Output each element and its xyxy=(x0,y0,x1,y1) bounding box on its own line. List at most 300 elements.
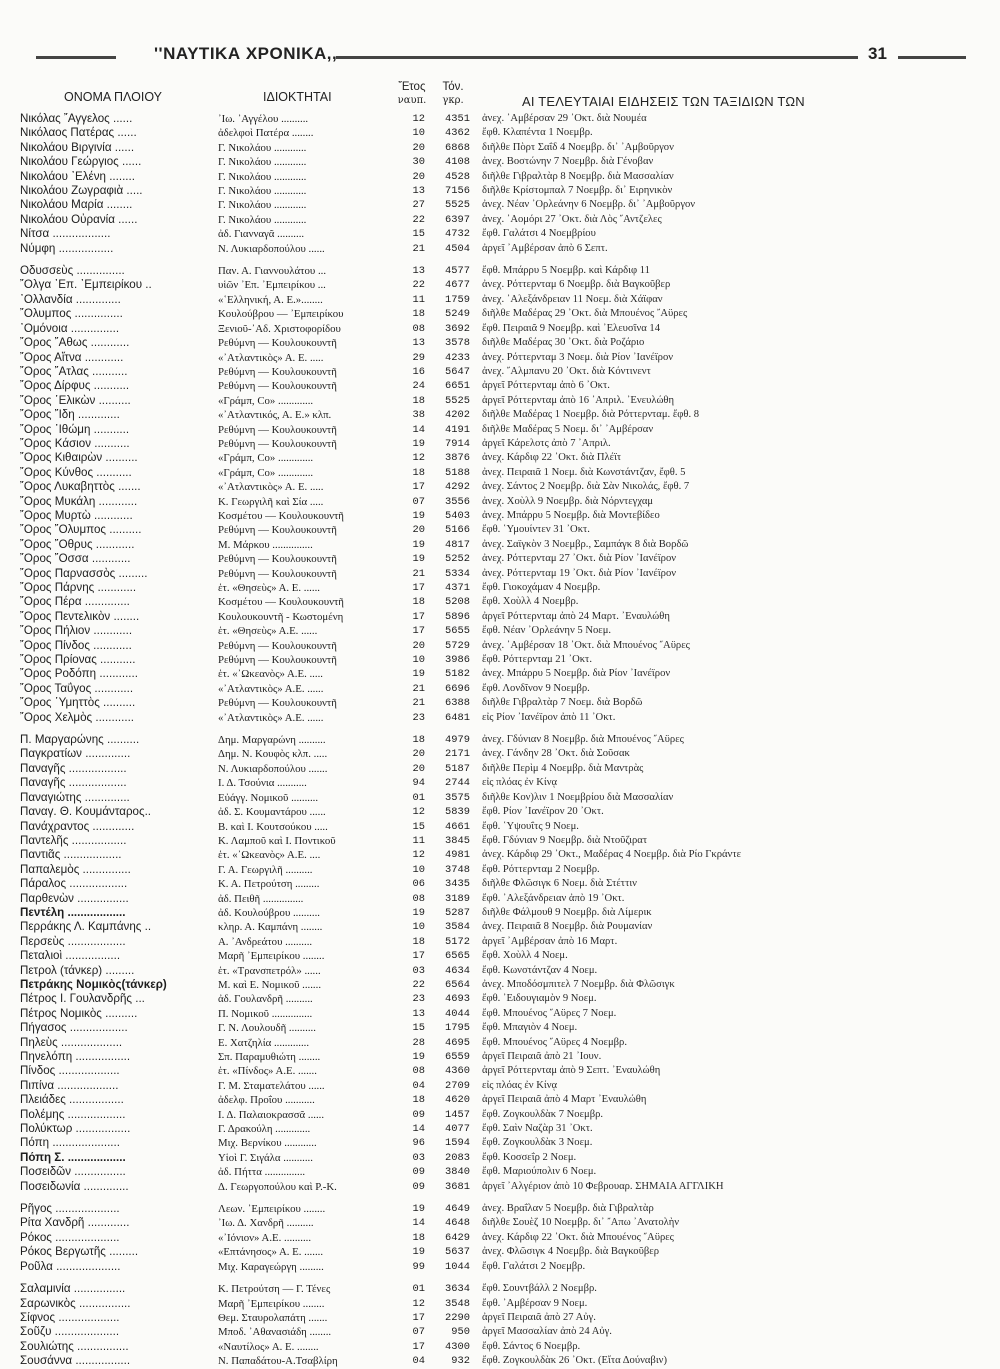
ship-name: Παντελῆς ................. xyxy=(20,833,127,847)
page-number: 31 xyxy=(868,44,887,63)
gross-tonnage: 3986 xyxy=(445,654,470,667)
build-year: 18 xyxy=(412,394,425,407)
build-year: 10 xyxy=(412,921,425,934)
ship-name: ῎Ορος Κύνθος ........... xyxy=(20,465,132,479)
ship-name: Ρίτα Χανδρῆ ............. xyxy=(20,1216,130,1230)
ship-owner: Γ. Νικολάου ............ xyxy=(218,170,307,183)
ship-name: Πηλεὺς ................... xyxy=(20,1035,123,1049)
ship-row xyxy=(0,747,1000,761)
ship-row xyxy=(0,1151,1000,1165)
column-header-tonnage xyxy=(434,80,472,108)
latest-voyage-news: ἔφθ. Ρίον ᾽Ιανέϊρον 20 ᾽Οκτ. xyxy=(482,806,604,818)
latest-voyage-news: διῆλθε Μαδέρας 1 Νοεμβρ. διὰ Ρόττερνταμ. ἔφθ. 8 xyxy=(482,409,700,421)
ship-name: Περσεὺς .................. xyxy=(20,934,126,948)
latest-voyage-news: διῆλθε Πὸρτ Σαΐδ 4 Νοεμβρ. δι᾽ ᾽Αμβοῦργον xyxy=(482,141,674,153)
ship-name: Παπαλεμὸς ............... xyxy=(20,862,131,876)
ship-name: ῎Ορος Ροδόπη ............ xyxy=(20,667,138,681)
ship-row xyxy=(0,696,1000,710)
build-year: 10 xyxy=(412,127,425,140)
ship-owner: Γ. Δρακούλη ............. xyxy=(218,1123,311,1136)
latest-voyage-news: ἔφθ. Κλαπέντα 1 Νοεμβρ. xyxy=(482,127,593,139)
ship-row xyxy=(0,242,1000,256)
latest-voyage-news: ἀνεχ. Βραΐλαν 5 Νοεμβρ. διὰ Γιβραλτὰρ xyxy=(482,1203,654,1215)
latest-voyage-news: διῆλθε Γιβραλτὰρ 7 Νοεμ. διὰ Βορδῶ xyxy=(482,697,643,709)
ship-name: Νικολάου Γεώργιος ...... xyxy=(20,155,142,169)
ship-owner: ἑτ. «Πίνδος» Α.Ε. ....... xyxy=(218,1065,317,1078)
gross-tonnage: 5166 xyxy=(445,524,470,537)
build-year: 17 xyxy=(412,950,425,963)
ship-row xyxy=(0,1282,1000,1296)
ship-owner: Ν. Λυκιαρδοπούλου ....... xyxy=(218,762,328,775)
ship-owner: Γ. Ν. Λουλουδῆ .......... xyxy=(218,1022,316,1035)
build-year: 09 xyxy=(412,1166,425,1179)
ship-row xyxy=(0,509,1000,523)
ship-row xyxy=(0,1050,1000,1064)
latest-voyage-news: ἔφθ. Σουντβάλλ 2 Νοεμβρ. xyxy=(482,1283,597,1295)
latest-voyage-news: διῆλθε Περὶμ 4 Νοεμβρ. διὰ Μαντρὰς xyxy=(482,762,644,774)
build-year: 24 xyxy=(412,380,425,393)
ship-name: Πόπη Σ. .................. xyxy=(20,1150,126,1164)
ship-name: Νικολάου Μαρία ........ xyxy=(20,198,133,212)
ship-name: Περράκης Λ. Καμπάνης .. xyxy=(20,920,152,934)
ship-name: Ρόκος .................... xyxy=(20,1230,120,1244)
ship-name: Πλειάδες ................. xyxy=(20,1093,124,1107)
gross-tonnage: 5187 xyxy=(445,762,470,775)
ship-name: ῎Ορος ῾Ελικὼν .......... xyxy=(20,393,131,407)
ship-owner: Ι. Δ. Παλαιοκρασσᾶ ...... xyxy=(218,1108,325,1121)
build-year: 12 xyxy=(412,113,425,125)
build-year: 99 xyxy=(412,1260,425,1273)
column-header-last-news: ΑΙ ΤΕΛΕΥΤΑΙΑΙ ΕΙΔΗΣΕΙΣ ΤΩΝ ΤΑΞΙΔΙΩΝ ΤΩΝ xyxy=(522,94,805,109)
ship-owner: «᾽Ατλαντικὸς» Α. Ε. ..... xyxy=(218,481,324,494)
gross-tonnage: 5252 xyxy=(445,553,470,566)
build-year: 13 xyxy=(412,1007,425,1020)
build-year: 17 xyxy=(412,1340,425,1353)
gross-tonnage: 3876 xyxy=(445,452,470,465)
latest-voyage-news: ἔφθ. Μπουένος ῎Αϋρες 4 Νοεμβρ. xyxy=(482,1036,627,1048)
ship-name: Πάραλος .................. xyxy=(20,877,128,891)
ship-owner: Σπ. Παραμυθιώτη ........ xyxy=(218,1051,321,1063)
group-separator xyxy=(0,725,1000,733)
ship-row xyxy=(0,1325,1000,1339)
latest-voyage-news: ἔφθ. Μπάρρυ 5 Νοεμβρ. καὶ Κάρδιφ 11 xyxy=(482,265,650,277)
build-year: 10 xyxy=(412,863,425,876)
ship-name: ῎Ολυμπος ............... xyxy=(20,307,123,321)
gross-tonnage: 7156 xyxy=(445,185,470,198)
latest-voyage-news: ἀνεχ. Γάνδην 28 ᾽Οκτ. διὰ Σοῦσακ xyxy=(482,748,630,760)
ship-name: Σουσάννα ................. xyxy=(20,1354,131,1368)
ship-owner: Δημ. Ν. Κουφὸς κλπ. ..... xyxy=(218,748,328,761)
gross-tonnage: 5647 xyxy=(445,365,470,378)
build-year: 15 xyxy=(412,1022,425,1035)
build-year: 30 xyxy=(412,156,425,169)
ship-name: Παναγῆς .................. xyxy=(20,761,127,775)
latest-voyage-news: ἔφθ. Μπουένος ῎Αϋρες 7 Νοεμ. xyxy=(482,1007,617,1019)
ship-name: Νικόλας ῎Αγγελος ...... xyxy=(20,112,133,125)
ship-row xyxy=(0,1064,1000,1078)
gross-tonnage: 5525 xyxy=(445,394,470,407)
gross-tonnage: 5896 xyxy=(445,610,470,623)
ship-row xyxy=(0,581,1000,595)
build-year: 19 xyxy=(412,437,425,450)
ship-row xyxy=(0,538,1000,552)
gross-tonnage: 5334 xyxy=(445,567,470,580)
gross-tonnage: 4371 xyxy=(445,582,470,594)
ship-row xyxy=(0,978,1000,992)
ship-owner: υἱῶν ᾽Επ. ᾽Εμπειρίκου ... xyxy=(218,279,326,292)
latest-voyage-news: ἀργεῖ Μασσαλίαν ἀπὸ 24 Αὐγ. xyxy=(482,1326,612,1338)
gross-tonnage: 6564 xyxy=(445,978,470,991)
ship-row xyxy=(0,170,1000,184)
ship-owner: Μαρῆ ᾽Εμπειρίκου ........ xyxy=(218,950,325,963)
ship-row xyxy=(0,184,1000,198)
build-year: 16 xyxy=(412,365,425,378)
latest-voyage-news: ἀνεχ. Ρόττερνταμ 3 Νοεμ. διὰ Ρίον ᾽Ιανέϊρον xyxy=(482,351,674,363)
ship-owner: Γ. Α. Γεωργιλῆ .......... xyxy=(218,863,313,876)
ship-name: Νίτσα .................. xyxy=(20,227,111,241)
build-year: 27 xyxy=(412,199,425,212)
ship-name: ῎Ορος ῾Υμηττὸς .......... xyxy=(20,696,136,710)
ship-owner: ἑτ. «Θησεὺς» Α.Ε. ...... xyxy=(218,625,318,638)
build-year: 17 xyxy=(412,582,425,594)
gross-tonnage: 4351 xyxy=(445,113,470,125)
ship-row xyxy=(0,394,1000,408)
build-year: 15 xyxy=(412,228,425,241)
build-year: 21 xyxy=(412,697,425,710)
ship-row xyxy=(0,141,1000,155)
ship-owner: Ρεθύμνη — Κουλουκουντῆ xyxy=(218,524,337,537)
build-year: 17 xyxy=(412,1311,425,1324)
header-rule-middle xyxy=(336,56,858,59)
gross-tonnage: 6868 xyxy=(445,141,470,154)
gross-tonnage: 5249 xyxy=(445,308,470,321)
latest-voyage-news: ἔφθ. Χοὺλλ 4 Νοεμ. xyxy=(482,950,568,962)
ship-owner: «᾽Ατλαντικός, Α. Ε.» κλπ. xyxy=(218,409,332,422)
ship-row xyxy=(0,1108,1000,1122)
latest-voyage-news: εἰς Ρίον ᾽Ιανέϊρον ἀπὸ 11 ᾽Οκτ. xyxy=(482,711,616,723)
latest-voyage-news: ἀνεχ. Σάντος 2 Νοεμβρ. διὰ Σὰν Νικολάς, ἔφθ. 7 xyxy=(482,481,690,493)
build-year: 10 xyxy=(412,654,425,667)
ship-row xyxy=(0,264,1000,278)
ship-row xyxy=(0,1007,1000,1021)
build-year: 19 xyxy=(412,906,425,919)
gross-tonnage: 5287 xyxy=(445,906,470,919)
latest-voyage-news: ἔφθ. Γαλάτσι 2 Νοεμβρ. xyxy=(482,1260,586,1272)
gross-tonnage: 1594 xyxy=(445,1137,470,1150)
ship-row xyxy=(0,776,1000,790)
ship-row xyxy=(0,1021,1000,1035)
gross-tonnage: 4979 xyxy=(445,734,470,747)
ship-owner: Κ. Α. Πετρούτση ......... xyxy=(218,878,320,891)
latest-voyage-news: ἀργεῖ Πειραιᾶ ἀπὸ 21 ᾽Ιουν. xyxy=(482,1051,602,1062)
ship-row xyxy=(0,1354,1000,1368)
ship-row xyxy=(0,1093,1000,1107)
gross-tonnage: 1457 xyxy=(445,1108,470,1121)
ship-owner: Ρεθύμνη — Κουλουκουντῆ xyxy=(218,553,337,566)
ship-row xyxy=(0,112,1000,126)
ship-owner: Π. Νομικοῦ ............... xyxy=(218,1007,313,1020)
gross-tonnage: 7914 xyxy=(445,437,470,450)
gross-tonnage: 4693 xyxy=(445,993,470,1006)
latest-voyage-news: ἔφθ. ῾Υψουΐτς 9 Νοεμ. xyxy=(482,820,579,832)
gross-tonnage: 4108 xyxy=(445,156,470,169)
build-year: 14 xyxy=(412,1123,425,1136)
gross-tonnage: 5729 xyxy=(445,639,470,652)
ship-row xyxy=(0,653,1000,667)
gross-tonnage: 3548 xyxy=(445,1297,470,1310)
build-year: 07 xyxy=(412,495,425,508)
latest-voyage-news: ἀργεῖ Πειραιᾶ ἀπὸ 27 Αὐγ. xyxy=(482,1311,596,1323)
year-header-bottom: ναυπ. xyxy=(397,95,427,106)
ship-owner: Β. καὶ Ι. Κουτσούκου ..... xyxy=(218,820,328,833)
ship-owner: ἀδ. Σ. Κουμαντάρου ...... xyxy=(218,806,326,819)
latest-voyage-news: ἔφθ. Χοὺλλ 4 Νοεμβρ. xyxy=(482,596,579,608)
ship-row xyxy=(0,1036,1000,1050)
ship-owner: ᾽Ιω. Δ. Χανδρῆ .......... xyxy=(218,1217,314,1230)
ship-row xyxy=(0,1311,1000,1325)
latest-voyage-news: ἔφθ. Γδύνιαν 9 Νοεμβρ. διὰ Ντοῦζιρατ xyxy=(482,834,648,846)
ship-name: Πιπίνα ................... xyxy=(20,1078,119,1092)
ship-owner: Ρεθύμνη — Κουλουκουντῆ xyxy=(218,567,337,580)
ship-row xyxy=(0,227,1000,241)
ship-row xyxy=(0,1079,1000,1093)
ship-row xyxy=(0,567,1000,581)
latest-voyage-news: ἀνεχ. Κάρδιφ 29 ᾽Οκτ., Μαδέρας 4 Νοεμβρ. διὰ Ρίο Γκράντε xyxy=(482,849,742,861)
ship-name: Πανάχραντος ............. xyxy=(20,819,135,833)
ship-row xyxy=(0,1260,1000,1274)
latest-voyage-news: ἔφθ. Ρόττερνταμ 21 ᾽Οκτ. xyxy=(482,654,592,666)
gross-tonnage: 6429 xyxy=(445,1231,470,1244)
ship-name: ῎Ορος ῎Οθρυς ............ xyxy=(20,537,135,551)
latest-voyage-news: ἀργεῖ ᾽Αμβέρσαν ἀπὸ 16 Μαρτ. xyxy=(482,935,618,947)
ship-name: Πέτρος Νομικὸς .......... xyxy=(20,1006,138,1020)
build-year: 19 xyxy=(412,1051,425,1063)
build-year: 03 xyxy=(412,1151,425,1164)
ship-name: ῎Ορος Πρίονας ........... xyxy=(20,653,136,667)
latest-voyage-news: διῆλθε Φάλμουθ 9 Νοεμβρ. διὰ Λίμερικ xyxy=(482,906,652,918)
gross-tonnage: 1044 xyxy=(445,1260,470,1273)
gross-tonnage: 5172 xyxy=(445,935,470,948)
ship-owner: «᾽Ατλαντικὸς» Α.Ε. ...... xyxy=(218,682,324,695)
latest-voyage-news: ἀνεχ. ᾽Αμβέρσαν 29 ᾽Οκτ. διὰ Νουμέα xyxy=(482,113,647,124)
ship-row xyxy=(0,711,1000,725)
build-year: 38 xyxy=(412,409,425,422)
column-header-year xyxy=(395,80,429,108)
ship-row xyxy=(0,1122,1000,1136)
ship-name: Νικολάου Οὐρανία ...... xyxy=(20,212,138,226)
group-separator xyxy=(0,1194,1000,1202)
ship-name: Πετράκης Νομικὸς(τάνκερ) xyxy=(20,977,167,991)
ship-row xyxy=(0,920,1000,934)
latest-voyage-news: ἔφθ. Ρόττερνταμ 2 Νοεμβρ. xyxy=(482,863,600,875)
ship-row xyxy=(0,1297,1000,1311)
ship-row xyxy=(0,992,1000,1006)
ship-name: Πόπη ..................... xyxy=(20,1136,120,1150)
gross-tonnage: 3575 xyxy=(445,791,470,804)
gross-tonnage: 932 xyxy=(451,1355,470,1368)
ship-row xyxy=(0,848,1000,862)
ship-name: Σοῦζυ .................... xyxy=(20,1325,120,1339)
ship-name: Νικολάου Ζωγραφιὰ ..... xyxy=(20,184,143,198)
build-year: 13 xyxy=(412,185,425,198)
ship-name: Ρόκος Βεργωτῆς ......... xyxy=(20,1245,139,1259)
ship-row xyxy=(0,834,1000,848)
ship-name: Παναγ. Θ. Κουμάνταρος.. xyxy=(20,805,152,819)
ship-owner: «᾽Ατλαντικὸς» Α. Ε. ..... xyxy=(218,351,324,364)
latest-voyage-news: ἀνεχ. Κάρδιφ 22 ᾽Οκτ. διὰ Μπουένος ῎Αϋρες xyxy=(482,1231,674,1243)
build-year: 12 xyxy=(412,452,425,465)
gross-tonnage: 5182 xyxy=(445,668,470,681)
ship-name: ῎Ορος ῎Οσσα ............ xyxy=(20,552,131,566)
build-year: 21 xyxy=(412,682,425,695)
gross-tonnage: 6559 xyxy=(445,1051,470,1063)
ship-owner: ἀδ. Γουλανδρῆ .......... xyxy=(218,993,313,1006)
ship-owner: Θεμ. Σταυρολαπάτη ....... xyxy=(218,1311,328,1324)
gross-tonnage: 4577 xyxy=(445,265,470,278)
ton-header-top: Τόν. xyxy=(442,81,464,93)
build-year: 12 xyxy=(412,1297,425,1310)
latest-voyage-news: ἔφθ. Μπαγιὸν 4 Νοεμ. xyxy=(482,1022,578,1034)
latest-voyage-news: ἔφθ. Ζογκουλδὰκ 26 ᾽Οκτ. (Εἴτα Δούναβιν) xyxy=(482,1355,667,1367)
build-year: 18 xyxy=(412,466,425,479)
latest-voyage-news: ἀνεχ. Σαϊγκὸν 3 Νοεμβρ., Σαμπάγκ 8 διὰ Βορδῶ xyxy=(482,538,689,550)
ship-name: Πεταλιοὶ ................. xyxy=(20,949,121,963)
ship-name: ῎Ορος Αἴτνα ............ xyxy=(20,350,124,364)
ship-owner: ἀδ. Γιανναγᾶ .......... xyxy=(218,228,305,241)
ship-owner: Γ. Νικολάου ............ xyxy=(218,156,307,169)
ship-name: ῎Ορος Ταΰγος ............ xyxy=(20,681,134,695)
gross-tonnage: 2290 xyxy=(445,1311,470,1324)
gross-tonnage: 1795 xyxy=(445,1022,470,1035)
ship-name: Παναγιώτης .............. xyxy=(20,790,130,804)
ship-name: Π. Μαργαρώνης .......... xyxy=(20,733,140,747)
column-header-ship-name: ΟΝΟΜΑ ΠΛΟΙΟΥ xyxy=(64,90,162,104)
ship-name: ῎Ορος Παρνασσὸς ......... xyxy=(20,566,148,580)
ship-owner: «Γράμπ, Co» ............. xyxy=(218,452,314,465)
gross-tonnage: 4648 xyxy=(445,1217,470,1230)
gross-tonnage: 5525 xyxy=(445,199,470,212)
ship-owner: Γ. Νικολάου ............ xyxy=(218,199,307,212)
latest-voyage-news: ἔφθ. ᾽Αμβέρσαν 9 Νοεμ. xyxy=(482,1297,588,1309)
ship-row xyxy=(0,198,1000,212)
ship-row xyxy=(0,949,1000,963)
ship-name: Πεντέλη .................. xyxy=(20,905,126,919)
ship-owner: «Γράμπ, Co» ............. xyxy=(218,466,314,479)
build-year: 09 xyxy=(412,1108,425,1121)
build-year: 23 xyxy=(412,711,425,724)
ship-name: Πίνδος ................... xyxy=(20,1064,120,1078)
ship-row xyxy=(0,552,1000,566)
ship-name: ῎Ορος ῎Ολυμπος .......... xyxy=(20,523,142,537)
gross-tonnage: 3845 xyxy=(445,834,470,847)
gross-tonnage: 4528 xyxy=(445,170,470,183)
latest-voyage-news: ἀργεῖ Ρόττερνταμ ἀπὸ 16 ᾽Απριλ. ᾽Ενευλώθη xyxy=(482,394,675,406)
latest-voyage-news: ἀνεχ. Μπάρρυ 5 Νοεμβρ. διὰ Μοντεβίδεο xyxy=(482,509,660,521)
build-year: 04 xyxy=(412,1079,425,1092)
ship-name: ῎Ορος Μυκάλη ............ xyxy=(20,494,138,508)
ship-owner: Κ. Πετρούτση — Γ. Τένες xyxy=(218,1283,331,1296)
ship-owner: «Γράμπ, Co» ............. xyxy=(218,394,314,407)
build-year: 08 xyxy=(412,892,425,905)
ship-owner: Ρεθύμνη — Κουλουκουντῆ xyxy=(218,639,337,652)
ship-name: ᾽Ολλανδία .............. xyxy=(20,292,121,306)
latest-voyage-news: ἀνεχ. Μπάρρυ 5 Νοεμβρ. διὰ Ρίον ᾽Ιανέϊρον xyxy=(482,668,671,680)
ship-name: Παναγῆς .................. xyxy=(20,776,127,790)
latest-voyage-news: ἀνεχ. Νέαν ᾽Ορλεάνην 6 Νοεμβρ. δι᾽ ᾽Αμβοῦργον xyxy=(482,199,696,211)
latest-voyage-news: ἀνεχ. Κάρδιφ 22 ᾽Οκτ. διὰ Πλέϊτ xyxy=(482,452,622,464)
ship-owner: Μιχ. Καραγεώργη ......... xyxy=(218,1260,324,1273)
ship-row xyxy=(0,863,1000,877)
gross-tonnage: 4817 xyxy=(445,538,470,551)
build-year: 07 xyxy=(412,1326,425,1339)
gross-tonnage: 6481 xyxy=(445,711,470,724)
ship-owner: Δημ. Μαργαρώνη .......... xyxy=(218,734,326,747)
build-year: 19 xyxy=(412,668,425,681)
ship-name: ῎Ορος ῎Ιδη ............. xyxy=(20,408,120,422)
ship-row xyxy=(0,126,1000,140)
ship-name: Πολέμης .................. xyxy=(20,1107,126,1121)
header-rule-left xyxy=(36,56,116,59)
ship-owner: Α. ᾽Ανδρεάτου .......... xyxy=(218,935,313,948)
ship-row xyxy=(0,906,1000,920)
ship-row xyxy=(0,466,1000,480)
build-year: 14 xyxy=(412,1217,425,1230)
gross-tonnage: 5188 xyxy=(445,466,470,479)
latest-voyage-news: ἔφθ. Μαριούπολιν 6 Νοεμ. xyxy=(482,1166,597,1178)
ship-name: ῎Ορος ῎Ατλας ........... xyxy=(20,364,128,378)
ship-owner: ἑτ. «᾽Ωκεανὸς» Α.Ε. ..... xyxy=(218,668,323,681)
gross-tonnage: 2709 xyxy=(445,1079,470,1092)
gross-tonnage: 3556 xyxy=(445,495,470,508)
build-year: 22 xyxy=(412,213,425,226)
ship-row xyxy=(0,667,1000,681)
gross-tonnage: 2171 xyxy=(445,748,470,761)
gross-tonnage: 6565 xyxy=(445,950,470,963)
build-year: 20 xyxy=(412,748,425,761)
build-year: 03 xyxy=(412,964,425,977)
ship-name: Νικολάου Βιργινία ...... xyxy=(20,140,135,154)
ship-row xyxy=(0,762,1000,776)
ship-owner: Γ. Νικολάου ............ xyxy=(218,185,307,198)
gross-tonnage: 5655 xyxy=(445,625,470,638)
ship-row xyxy=(0,495,1000,509)
latest-voyage-news: ἀνεχ. Βοστώνην 7 Νοεμβρ. διὰ Γένοβαν xyxy=(482,156,654,168)
latest-voyage-news: διῆλθε Γιβραλτὰρ 8 Νοεμβρ. διὰ Μασσαλίαν xyxy=(482,170,674,182)
ship-owner: «᾽Ιόνιον» Α.Ε. .......... xyxy=(218,1231,312,1244)
ship-owner: ἑτ. «᾽Ωκεανὸς» Α.Ε. .... xyxy=(218,849,321,862)
build-year: 08 xyxy=(412,322,425,335)
ship-row xyxy=(0,733,1000,747)
column-header-owners: ΙΔΙΟΚΤΗΤΑΙ xyxy=(263,90,332,104)
year-header-top: Ἔτος xyxy=(398,81,426,93)
latest-voyage-news: ἀνεχ. ῎Αλμπανυ 20 ᾽Οκτ. διὰ Κόντινεντ xyxy=(482,365,651,377)
group-separator xyxy=(0,256,1000,264)
latest-voyage-news: ἀνεχ. Φλῶσιγκ 4 Νοεμβρ. διὰ Βαγκοῦβερ xyxy=(482,1246,659,1258)
ship-name: ῎Ορος Λυκαβηττὸς ....... xyxy=(20,480,141,494)
gross-tonnage: 4360 xyxy=(445,1065,470,1078)
ship-name: ῎Ορος ᾽Ιθώμη ........... xyxy=(20,422,130,436)
build-year: 22 xyxy=(412,978,425,991)
ship-name: Πήγασος .................. xyxy=(20,1021,128,1035)
ship-name: ῎Ορος Κιθαιρὼν .......... xyxy=(20,451,138,465)
journal-title: ''ΝΑΥΤΙΚΑ ΧΡΟΝΙΚΑ,, xyxy=(154,44,338,63)
build-year: 13 xyxy=(412,337,425,350)
ship-owner: Μποδ. ᾽Αθανασιάδη ........ xyxy=(218,1326,332,1339)
build-year: 29 xyxy=(412,351,425,364)
build-year: 19 xyxy=(412,1246,425,1259)
ship-owner: ἀδ. Πειθῆ ............... xyxy=(218,892,304,905)
ship-owner: Μαρῆ ᾽Εμπειρίκου ........ xyxy=(218,1297,325,1310)
